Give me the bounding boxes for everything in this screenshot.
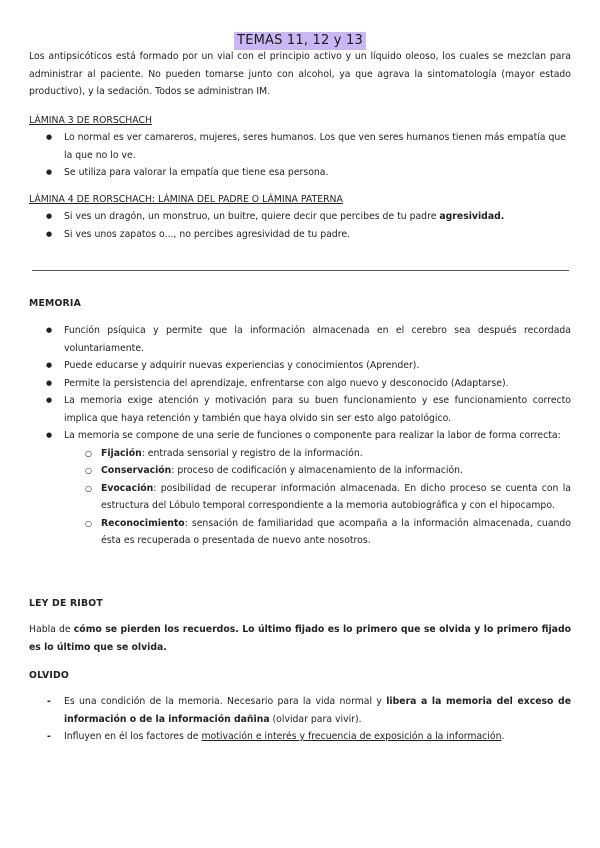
olvido-heading: OLVIDO [29,670,70,681]
list-item: ● Se utiliza para valorar la empatía que tiene esa persona. [29,164,571,182]
lamina4-heading: LÁMINA 4 DE RORSCHACH: LÁMINA DEL PADRE O LÁMINA PATERNA [29,194,343,205]
ribot-bold-text: cómo se pierden los recuerdos. Lo último fijado es lo primero que se olvida y lo primero fijado es lo último que se olvida. [29,624,571,653]
term: Reconocimiento [101,517,185,529]
term: Evocación [101,482,154,494]
list-item-text: (olvidar para vivir). [269,713,362,725]
list-item: ● Puede educarse y adquirir nuevas experiencias y conocimientos (Aprender). [29,357,571,375]
definition: : posibilidad de recuperar información almacenada. En dicho proceso se cuenta con la estructura del Lóbulo temporal correspondiente a la memoria autobiográfica y con el hipocampo. [101,482,571,511]
sub-list-item [29,445,571,463]
term: Conservación [101,465,172,476]
page-title: TEMAS 11, 12 y 13 [234,32,366,50]
ribot-paragraph [29,621,571,656]
list-item: ● La memoria se compone de una serie de funciones o componente para realizar la labor de forma correcta: [29,427,571,445]
lamina3-list [29,129,571,182]
intro-paragraph: Los antipsicóticos está formado por un vial con el principio activo y un líquido oleoso, los cuales se mezclan para administrar al paciente. No pueden tomarse junto con alcohol, ya que agrava la sintomatología (mayor estado productivo), y la sedación. Todos se administran IM. [29,51,571,97]
ribot-heading: LEY DE RIBOT [29,598,103,609]
lamina3-heading: LÁMINA 3 DE RORSCHACH [29,115,152,126]
ribot-text: Habla de [29,624,74,635]
horizontal-divider [32,270,569,271]
term: Fijación [101,447,142,459]
list-item: ● La memoria exige atención y motivación para su buen funcionamiento y ese funcionamiento correcto implica que haya retención y también que haya olvido sin ser esto algo patológico. [29,392,571,427]
list-item-text: . [501,731,505,742]
list-item: ● Permite la persistencia del aprendizaje, enfrentarse con algo nuevo y desconocido (Adaptarse). [29,375,571,393]
definition: : sensación de familiaridad que acompaña a la información almacenada, cuando ésta es recuperada o presentada de nuevo ante nosotros. [101,517,571,546]
list-item [29,208,571,226]
sub-list-item [29,515,571,550]
list-item: ● Función psíquica y permite que la información almacenada en el cerebro sea después recordada voluntariamente. [29,322,571,357]
list-item-underlined: motivación e interés y frecuencia de exposición a la información [201,731,502,742]
list-item-text: Es una condición de la memoria. Necesario para la vida normal y [64,696,387,707]
list-item-text: Si ves un dragón, un monstruo, un buitre, quiere decir que percibes de tu padre [64,211,440,222]
list-item: ● Si ves unos zapatos o..., no percibes agresividad de tu padre. [29,226,571,244]
definition: : proceso de codificación y almacenamiento de la información. [171,465,464,476]
list-item-text: Influyen en él los factores de [64,731,202,742]
list-item [29,728,571,746]
list-item: ● Lo normal es ver camareros, mujeres, seres humanos. Los que ven seres humanos tienen más empatía que la que no lo ve. [29,129,571,164]
list-item-bold: agresividad. [439,211,505,222]
list-item-bold: libera a la memoria del exceso de información o de la información dañina [64,696,572,725]
lamina4-list [29,208,571,243]
sub-list-item [29,462,571,480]
sub-list-item [29,480,571,515]
olvido-list [29,693,571,746]
memoria-heading: MEMORIA [29,298,81,309]
memoria-list [29,322,571,550]
definition: : entrada sensorial y registro de la información. [141,447,363,459]
title-container [29,29,571,50]
list-item [29,693,571,728]
